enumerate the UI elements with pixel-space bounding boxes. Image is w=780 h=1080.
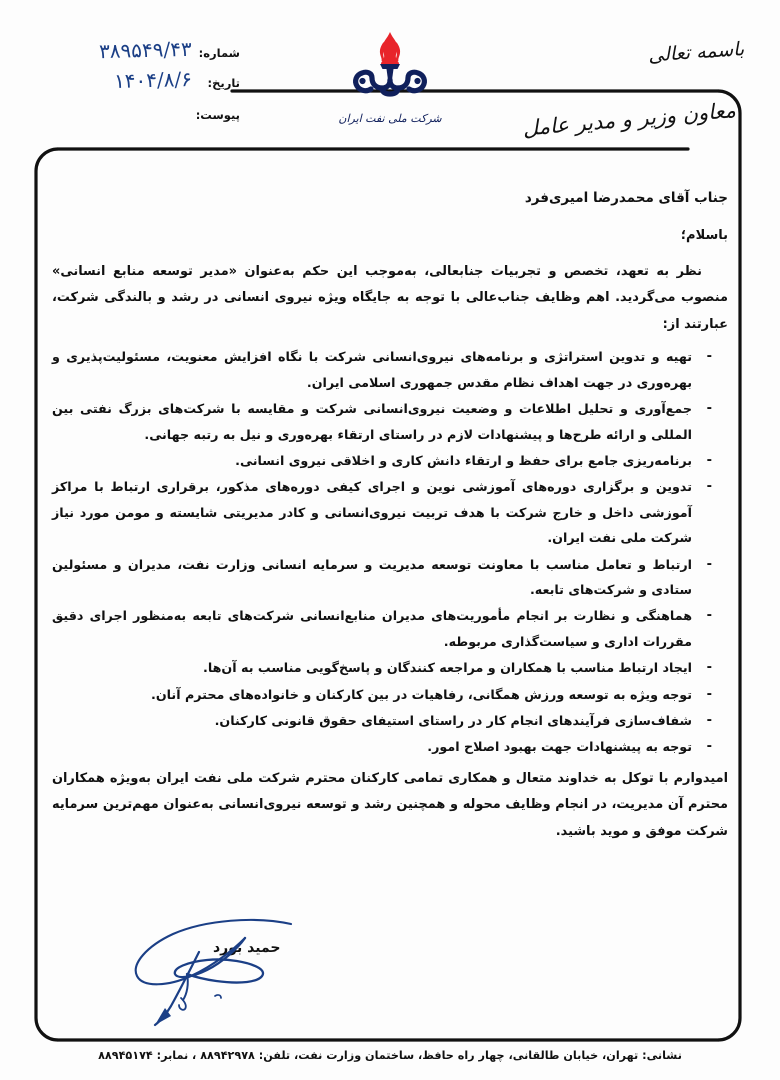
field-attachment: [0, 102, 250, 132]
number-label: شماره:: [198, 46, 240, 60]
attachment-label: پیوست:: [195, 108, 240, 122]
addressee: جناب آقای محمدرضا امیری‌فرد: [524, 190, 728, 206]
duty-item: - تهیه و تدوین استراتژی و برنامه‌های نیروی‌انسانی شرکت با نگاه افزایش معنویت، مسئولیت‌پذیری و بهره‌وری در جهت اهداف نظام مقدس جمهوری اسلامی ایران.: [52, 344, 714, 395]
duty-item: - هماهنگی و نظارت بر انجام مأموریت‌های مدیران منابع‌انسانی شرکت‌های تابعه به‌منظور اجرای دقیق مقررات اداری و سیاست‌گذاری مربوطه.: [52, 603, 714, 654]
department-title: معاون وزیر و مدیر عامل: [522, 98, 738, 141]
greeting: باسلام؛: [680, 228, 728, 243]
letter-body: [52, 190, 728, 845]
duty-item: - توجه ویژه به توسعه ورزش همگانی، رفاهیات در بین کارکنان و خانواده‌های محترم آنان.: [52, 682, 714, 707]
duty-item: - جمع‌آوری و تحلیل اطلاعات و وضعیت نیروی‌انسانی شرکت و مقایسه با شرکت‌های بزرگ نفتی بین المللی و ارائه طرح‌ها و پیشنهادات لازم در راستای ارتقاء بهره‌وری و نیل به رتبه جهانی.: [52, 396, 714, 447]
duty-item: - ارتباط و تعامل مناسب با معاونت توسعه مدیریت و سرمایه انسانی وزارت نفت، مدیران و مسئولین ستادی و شرکت‌های تابعه.: [52, 552, 714, 603]
signatory-name: حمید بورد: [213, 940, 281, 956]
date-label: تاریخ:: [207, 76, 240, 90]
field-number: [0, 36, 250, 72]
signature-block: [95, 912, 395, 1032]
duty-item: - توجه به پیشنهادات جهت بهبود اصلاح امور.: [52, 734, 714, 759]
date-value: ۱۴۰۴/۸/۶: [113, 66, 193, 94]
logo-caption: شرکت ملی نفت ایران: [338, 112, 442, 125]
field-date: [0, 66, 250, 102]
number-value: ۳۸۹۵۴۹/۴۳: [99, 36, 193, 64]
letterhead: [0, 0, 780, 180]
footer-address: نشانی: تهران، خیابان طالقانی، چهار راه حافظ، ساختمان وزارت نفت، تلفن: ۸۸۹۴۲۹۷۸ ، نمابر: ۸۸۹۴۵۱۷۴: [98, 1049, 682, 1062]
opening-paragraph: نظر به تعهد، تخصص و تجربیات جنابعالی، به‌موجب این حکم به‌عنوان «مدیر توسعه منابع انسانی» منصوب می‌گردید. اهم وظایف جناب‌عالی با توجه به جایگاه ویژه نیروی انسانی در رشد و بالندگی شرکت، عبارتند از:: [52, 264, 728, 332]
nioc-logo: [330, 28, 450, 125]
duty-item: - برنامه‌ریزی جامع برای حفظ و ارتقاء دانش کاری و اخلاقی نیروی انسانی.: [52, 448, 714, 473]
invocation-basmala: باسمه تعالی: [647, 38, 745, 67]
duty-item: - ایجاد ارتباط مناسب با همکاران و مراجعه کنندگان و پاسخ‌گویی مناسب به آن‌ها.: [52, 655, 714, 680]
duty-item: - شفاف‌سازی فرآیندهای انجام کار در راستای استیفای حقوق قانونی کارکنان.: [52, 708, 714, 733]
duty-item: - تدوین و برگزاری دوره‌های آموزشی نوین و اجرای کیفی دوره‌های مذکور، برقراری ارتباط با مراکز آموزشی داخل و خارج شرکت با هدف تربیت نیروی‌انسانی و کادر مدیریتی شایسته و مومن مورد نیاز شرکت ملی نفت ایران.: [52, 474, 714, 550]
reference-fields: [0, 36, 250, 132]
handwritten-signature: [95, 912, 395, 1032]
nioc-flame-logo: [338, 28, 442, 110]
closing-paragraph: امیدوارم با توکل به خداوند متعال و همکاری تمامی کارکنان محترم شرکت ملی نفت ایران به‌ویژه همکاران محترم آن مدیریت، در انجام وظایف محوله و همچنین رشد و توسعه نیروی‌انسانی به‌عنوان مهم‌ترین سرمایه شرکت موفق و موید باشید.: [52, 770, 728, 839]
duties-list: [52, 344, 728, 760]
